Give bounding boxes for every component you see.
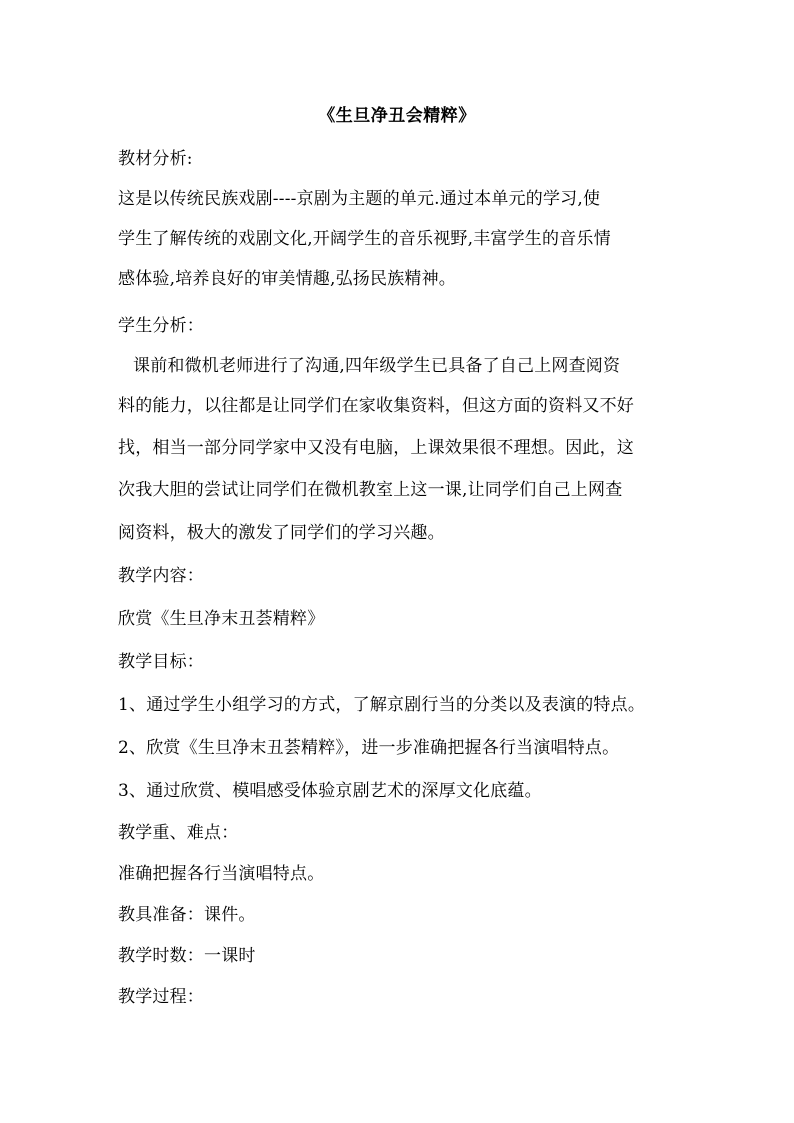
goal-item: 2、欣赏《生旦净末丑荟精粹》，进一步准确把握各行当演唱特点。 <box>118 738 620 758</box>
heading-student-analysis: 学生分析： <box>118 316 204 336</box>
paragraph-line: 阅资料，极大的激发了同学们的学习兴趣。 <box>118 523 445 543</box>
paragraph-line: 找，相当一部分同学家中又没有电脑，上课效果很不理想。因此，这 <box>118 438 634 458</box>
paragraph-line: 料的能力，以往都是让同学们在家收集资料，但这方面的资料又不好 <box>118 396 634 416</box>
teaching-content-text: 欣赏《生旦净末丑荟精粹》 <box>118 609 325 629</box>
heading-teaching-goals: 教学目标： <box>118 652 204 672</box>
goal-item: 3、通过欣赏、模唱感受体验京剧艺术的深厚文化底蕴。 <box>118 781 542 801</box>
paragraph-line: 课前和微机老师进行了沟通,四年级学生已具备了自己上网查阅资 <box>133 356 621 376</box>
document-title: 《生旦净丑会精粹》 <box>318 106 476 126</box>
paragraph-line: 次我大胆的尝试让同学们在微机教室上这一课,让同学们自己上网查 <box>118 480 623 500</box>
heading-textbook-analysis: 教材分析: <box>118 149 193 169</box>
heading-teaching-process: 教学过程： <box>118 987 204 1007</box>
teaching-aids: 教具准备：课件。 <box>118 905 256 925</box>
heading-teaching-content: 教学内容： <box>118 566 204 586</box>
paragraph-line: 学生了解传统的戏剧文化,开阔学生的音乐视野,丰富学生的音乐情 <box>118 229 611 249</box>
key-points-text: 准确把握各行当演唱特点。 <box>118 864 325 884</box>
paragraph-line: 这是以传统民族戏剧----京剧为主题的单元.通过本单元的学习,使 <box>118 189 601 209</box>
teaching-hours: 教学时数：一课时 <box>118 946 256 966</box>
heading-key-points: 教学重、难点： <box>118 823 239 843</box>
paragraph-line: 感体验,培养良好的审美情趣,弘扬民族精神。 <box>118 269 457 289</box>
goal-item: 1、通过学生小组学习的方式，了解京剧行当的分类以及表演的特点。 <box>118 695 646 715</box>
